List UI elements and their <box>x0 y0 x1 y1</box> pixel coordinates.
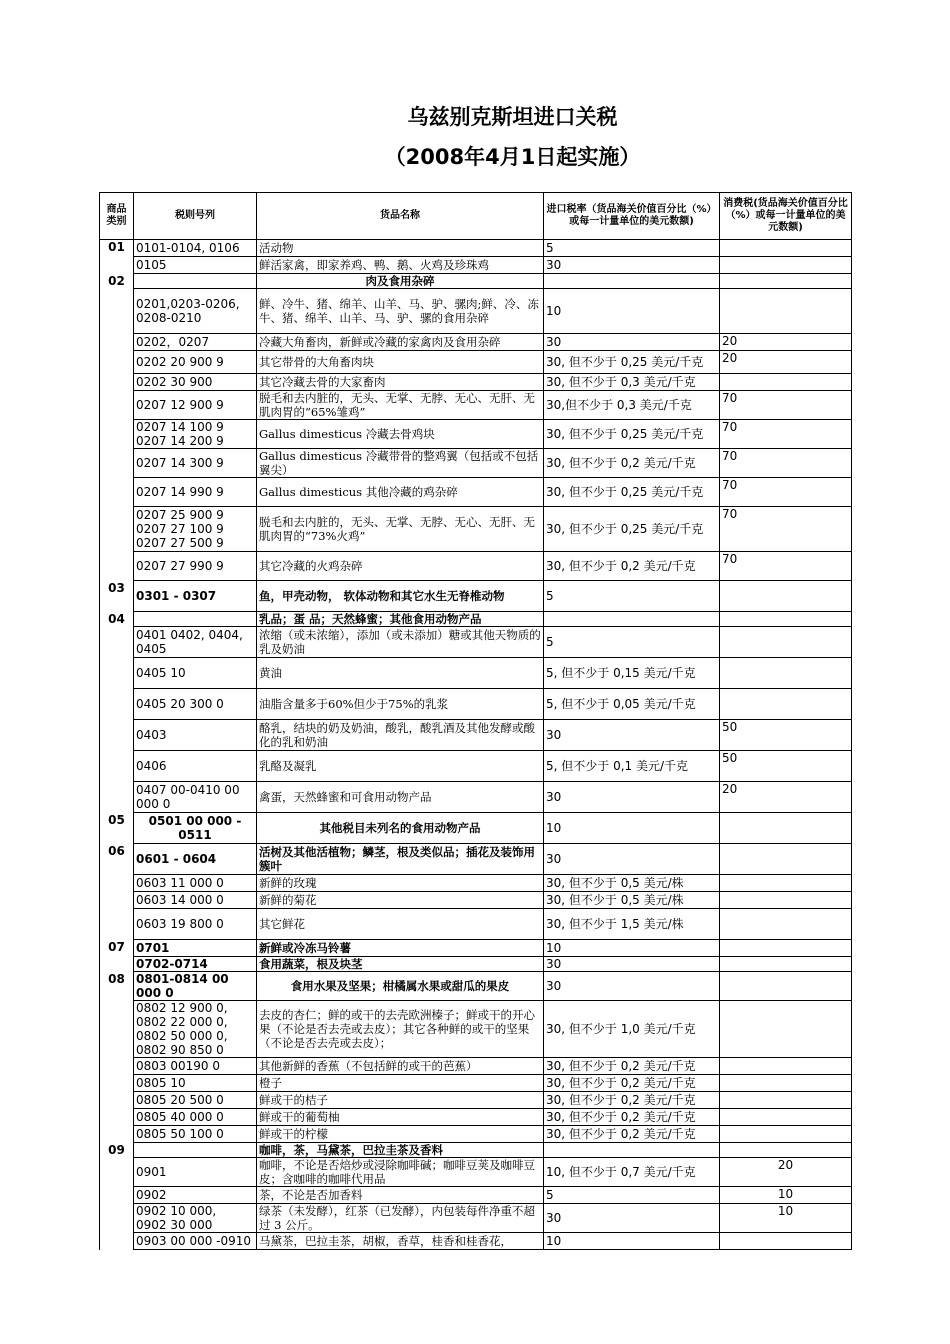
tariff-code-cell: 0406 <box>134 751 257 782</box>
category-cell: 03 <box>100 581 134 612</box>
header-category: 商品类别 <box>100 193 134 240</box>
table-row <box>100 875 852 892</box>
tariff-code-cell <box>134 274 257 289</box>
tariff-code-cell: 0603 14 000 0 <box>134 892 257 909</box>
tariff-code-cell: 0207 27 990 9 <box>134 552 257 581</box>
import-rate-cell: 30 <box>544 1204 720 1233</box>
excise-cell: 10 <box>720 1204 852 1233</box>
category-cell: 07 <box>100 940 134 957</box>
goods-name-cell: 其他税目未列名的食用动物产品 <box>257 813 544 844</box>
goods-name-cell: Gallus dimesticus 冷藏去骨鸡块 <box>257 420 544 449</box>
excise-cell: 20 <box>720 1158 852 1187</box>
table-row <box>100 581 852 612</box>
table-row <box>100 334 852 351</box>
table-row <box>100 909 852 940</box>
import-rate-cell: 10 <box>544 1233 720 1250</box>
excise-cell <box>720 813 852 844</box>
tariff-code-cell: 0202 30 900 <box>134 374 257 391</box>
category-cell <box>100 1058 134 1075</box>
import-rate-cell: 30 <box>544 720 720 751</box>
table-header-row <box>100 193 852 240</box>
category-cell <box>100 449 134 478</box>
excise-cell <box>720 1075 852 1092</box>
goods-name-cell: 冷藏大角畜肉，新鲜或冷藏的家禽肉及食用杂碎 <box>257 334 544 351</box>
import-rate-cell: 30, 但不少于 1,5 美元/株 <box>544 909 720 940</box>
table-row <box>100 391 852 420</box>
excise-cell: 70 <box>720 420 852 449</box>
excise-cell: 70 <box>720 391 852 420</box>
table-row <box>100 1126 852 1143</box>
goods-name-cell: 脱毛和去内脏的，无头、无掌、无脖、无心、无肝、无肌肉胃的“73%火鸡” <box>257 507 544 552</box>
import-rate-cell: 10, 但不少于 0,7 美元/千克 <box>544 1158 720 1187</box>
category-cell <box>100 334 134 351</box>
category-cell <box>100 892 134 909</box>
import-rate-cell: 30, 但不少于 0,2 美元/千克 <box>544 1109 720 1126</box>
excise-cell <box>720 892 852 909</box>
table-row <box>100 1143 852 1158</box>
goods-name-cell: 橙子 <box>257 1075 544 1092</box>
import-rate-cell <box>544 612 720 627</box>
goods-name-cell: 鲜活家禽，即家养鸡、鸭、鹅、火鸡及珍珠鸡 <box>257 257 544 274</box>
tariff-code-cell: 0405 10 <box>134 658 257 689</box>
import-rate-cell: 30, 但不少于 0,25 美元/千克 <box>544 420 720 449</box>
category-cell: 09 <box>100 1143 134 1158</box>
category-cell: 02 <box>100 274 134 289</box>
import-rate-cell: 30, 但不少于 0,2 美元/千克 <box>544 1058 720 1075</box>
excise-cell: 70 <box>720 449 852 478</box>
tariff-code-cell: 0207 12 900 9 <box>134 391 257 420</box>
tariff-code-cell: 0805 20 500 0 <box>134 1092 257 1109</box>
tariff-code-cell: 0301 - 0307 <box>134 581 257 612</box>
category-cell: 04 <box>100 612 134 627</box>
excise-cell <box>720 957 852 972</box>
category-cell <box>100 627 134 658</box>
category-cell <box>100 782 134 813</box>
excise-cell <box>720 1233 852 1250</box>
tariff-code-cell: 0207 14 990 9 <box>134 478 257 507</box>
table-row <box>100 1001 852 1058</box>
category-cell <box>100 478 134 507</box>
import-rate-cell: 5 <box>544 1187 720 1204</box>
import-rate-cell: 5, 但不少于 0,1 美元/千克 <box>544 751 720 782</box>
excise-cell: 20 <box>720 351 852 374</box>
table-row <box>100 1187 852 1204</box>
category-cell <box>100 552 134 581</box>
goods-name-cell: 鲜、冷牛、猪、绵羊、山羊、马、驴、骡肉;鲜、冷、冻牛、猪、绵羊、山羊、马、驴、骡的食用杂碎 <box>257 289 544 334</box>
tariff-code-cell: 0603 11 000 0 <box>134 875 257 892</box>
category-cell <box>100 689 134 720</box>
table-row <box>100 257 852 274</box>
table-row <box>100 892 852 909</box>
category-cell <box>100 351 134 374</box>
import-rate-cell: 30, 但不少于 0,3 美元/千克 <box>544 374 720 391</box>
excise-cell <box>720 1143 852 1158</box>
goods-name-cell: 油脂含量多于60%但少于75%的乳浆 <box>257 689 544 720</box>
goods-name-cell: Gallus dimesticus 冷藏带骨的整鸡翼（包括或不包括翼尖） <box>257 449 544 478</box>
table-row <box>100 813 852 844</box>
import-rate-cell: 30, 但不少于 0,2 美元/千克 <box>544 1126 720 1143</box>
excise-cell <box>720 909 852 940</box>
tariff-code-cell: 0401 0402, 0404, 0405 <box>134 627 257 658</box>
category-cell <box>100 1126 134 1143</box>
table-row <box>100 351 852 374</box>
table-row <box>100 507 852 552</box>
table-row <box>100 782 852 813</box>
goods-name-cell: 黄油 <box>257 658 544 689</box>
import-rate-cell: 5 <box>544 581 720 612</box>
goods-name-cell: 食用蔬菜，根及块茎 <box>257 957 544 972</box>
import-rate-cell: 30, 但不少于 0,5 美元/株 <box>544 892 720 909</box>
excise-cell <box>720 940 852 957</box>
import-rate-cell: 30 <box>544 972 720 1001</box>
tariff-code-cell: 0202，0207 <box>134 334 257 351</box>
excise-cell <box>720 658 852 689</box>
excise-cell: 50 <box>720 751 852 782</box>
import-rate-cell: 30, 但不少于 0,2 美元/千克 <box>544 552 720 581</box>
tariff-code-cell: 0207 14 300 9 <box>134 449 257 478</box>
tariff-code-cell: 0802 12 900 0, 0802 22 000 0, 0802 50 000 0, 0802 90 850 0 <box>134 1001 257 1058</box>
tariff-code-cell <box>134 1143 257 1158</box>
goods-name-cell: 禽蛋，天然蜂蜜和可食用动物产品 <box>257 782 544 813</box>
category-cell <box>100 658 134 689</box>
tariff-code-cell: 0902 <box>134 1187 257 1204</box>
table-row <box>100 1058 852 1075</box>
tariff-code-cell: 0207 25 900 9 0207 27 100 9 0207 27 500 9 <box>134 507 257 552</box>
excise-cell: 10 <box>720 1187 852 1204</box>
category-cell <box>100 1233 134 1250</box>
goods-name-cell: 鲜或干的柠檬 <box>257 1126 544 1143</box>
table-row <box>100 1075 852 1092</box>
tariff-code-cell: 0805 40 000 0 <box>134 1109 257 1126</box>
category-cell <box>100 875 134 892</box>
category-cell <box>100 957 134 972</box>
goods-name-cell: 茶，不论是否加香料 <box>257 1187 544 1204</box>
table-row <box>100 420 852 449</box>
excise-cell <box>720 374 852 391</box>
goods-name-cell: 鲜或干的葡萄柚 <box>257 1109 544 1126</box>
goods-name-cell: 新鲜的玫瑰 <box>257 875 544 892</box>
category-cell: 08 <box>100 972 134 1001</box>
table-row <box>100 689 852 720</box>
import-rate-cell: 5, 但不少于 0,05 美元/千克 <box>544 689 720 720</box>
tariff-code-cell: 0701 <box>134 940 257 957</box>
goods-name-cell: 活树及其他活植物；鳞茎，根及类似品；插花及装饰用簇叶 <box>257 844 544 875</box>
excise-cell <box>720 844 852 875</box>
category-cell <box>100 909 134 940</box>
table-row <box>100 552 852 581</box>
import-rate-cell: 30, 但不少于 0,2 美元/千克 <box>544 449 720 478</box>
category-cell <box>100 1075 134 1092</box>
import-rate-cell: 10 <box>544 813 720 844</box>
table-row <box>100 612 852 627</box>
import-rate-cell <box>544 274 720 289</box>
table-row <box>100 751 852 782</box>
excise-cell <box>720 972 852 1001</box>
excise-cell <box>720 1109 852 1126</box>
goods-name-cell: 浓缩（或未浓缩），添加（或未添加）糖或其他天物质的乳及奶油 <box>257 627 544 658</box>
table-row <box>100 289 852 334</box>
category-cell <box>100 1109 134 1126</box>
table-row <box>100 274 852 289</box>
page-title: 乌兹别克斯坦进口关税 <box>407 105 618 129</box>
table-row <box>100 449 852 478</box>
table-row <box>100 1158 852 1187</box>
category-cell <box>100 1158 134 1187</box>
excise-cell <box>720 627 852 658</box>
category-cell <box>100 391 134 420</box>
goods-name-cell: 乳酪及凝乳 <box>257 751 544 782</box>
header-rate: 进口税率（货品海关价值百分比（%）或每一计量单位的美元数额) <box>544 193 720 240</box>
category-cell <box>100 1001 134 1058</box>
import-rate-cell <box>544 1143 720 1158</box>
import-rate-cell: 10 <box>544 940 720 957</box>
excise-cell: 50 <box>720 720 852 751</box>
goods-name-cell: 食用水果及坚果；柑橘属水果或甜瓜的果皮 <box>257 972 544 1001</box>
table-row <box>100 1233 852 1250</box>
table-row <box>100 972 852 1001</box>
import-rate-cell: 30, 但不少于 0,5 美元/株 <box>544 875 720 892</box>
category-cell <box>100 751 134 782</box>
import-rate-cell: 30,但不少于 0,3 美元/千克 <box>544 391 720 420</box>
tariff-code-cell: 0801-0814 00 000 0 <box>134 972 257 1001</box>
category-cell <box>100 720 134 751</box>
goods-name-cell: 咖啡，不论是否焙炒或浸除咖啡碱；咖啡豆荚及咖啡豆皮；含咖啡的咖啡代用品 <box>257 1158 544 1187</box>
tariff-code-cell: 0207 14 100 9 0207 14 200 9 <box>134 420 257 449</box>
category-cell <box>100 1204 134 1233</box>
category-cell <box>100 289 134 334</box>
tariff-table <box>99 192 852 1250</box>
import-rate-cell: 30, 但不少于 1,0 美元/千克 <box>544 1001 720 1058</box>
tariff-code-cell: 0101-0104, 0106 <box>134 240 257 257</box>
table-row <box>100 844 852 875</box>
excise-cell: 70 <box>720 478 852 507</box>
import-rate-cell: 30 <box>544 334 720 351</box>
goods-name-cell: 新鲜或冷冻马铃薯 <box>257 940 544 957</box>
excise-cell <box>720 240 852 257</box>
excise-cell <box>720 1058 852 1075</box>
excise-cell <box>720 257 852 274</box>
import-rate-cell: 30, 但不少于 0,25 美元/千克 <box>544 351 720 374</box>
import-rate-cell: 30, 但不少于 0,2 美元/千克 <box>544 1092 720 1109</box>
goods-name-cell: 其它带骨的大角畜肉块 <box>257 351 544 374</box>
tariff-code-cell: 0803 00190 0 <box>134 1058 257 1075</box>
excise-cell: 70 <box>720 507 852 552</box>
tariff-code-cell: 0903 00 000 -0910 <box>134 1233 257 1250</box>
goods-name-cell: 鲜或干的桔子 <box>257 1092 544 1109</box>
tariff-code-cell: 0403 <box>134 720 257 751</box>
tariff-code-cell: 0407 00-0410 00 000 0 <box>134 782 257 813</box>
goods-name-cell: 其它鲜花 <box>257 909 544 940</box>
import-rate-cell: 10 <box>544 289 720 334</box>
import-rate-cell: 30 <box>544 782 720 813</box>
goods-name-cell: 乳品；蛋 品；天然蜂蜜；其他食用动物产品 <box>257 612 544 627</box>
goods-name-cell: 其它冷藏的火鸡杂碎 <box>257 552 544 581</box>
import-rate-cell: 30, 但不少于 0,25 美元/千克 <box>544 478 720 507</box>
excise-cell <box>720 612 852 627</box>
tariff-code-cell <box>134 612 257 627</box>
excise-cell: 20 <box>720 334 852 351</box>
excise-cell: 70 <box>720 552 852 581</box>
category-cell <box>100 374 134 391</box>
goods-name-cell: 其他新鲜的香蕉（不包括鲜的或干的芭蕉） <box>257 1058 544 1075</box>
goods-name-cell: 酪乳，结块的奶及奶油，酸乳，酸乳酒及其他发酵或酸化的乳和奶油 <box>257 720 544 751</box>
table-row <box>100 1109 852 1126</box>
header-name: 货品名称 <box>257 193 544 240</box>
tariff-code-cell: 0902 10 000, 0902 30 000 <box>134 1204 257 1233</box>
tariff-code-cell: 0901 <box>134 1158 257 1187</box>
category-cell <box>100 507 134 552</box>
goods-name-cell: 活动物 <box>257 240 544 257</box>
excise-cell <box>720 1001 852 1058</box>
excise-cell <box>720 1126 852 1143</box>
goods-name-cell: 肉及食用杂碎 <box>257 274 544 289</box>
category-cell <box>100 257 134 274</box>
excise-cell <box>720 274 852 289</box>
import-rate-cell: 5 <box>544 240 720 257</box>
goods-name-cell: 绿茶（未发酵），红茶（已发酵），内包装每件净重不超过 3 公斤。 <box>257 1204 544 1233</box>
table-row <box>100 940 852 957</box>
excise-cell <box>720 289 852 334</box>
tariff-code-cell: 0601 - 0604 <box>134 844 257 875</box>
page-subtitle: （2008年4月1日起实施） <box>384 145 641 169</box>
import-rate-cell: 30 <box>544 957 720 972</box>
category-cell <box>100 1187 134 1204</box>
import-rate-cell: 30, 但不少于 0,2 美元/千克 <box>544 1075 720 1092</box>
goods-name-cell: 去皮的杏仁；鲜的或干的去壳欧洲榛子；鲜或干的开心果（不论是否去壳或去皮）；其它各种鲜的或干的坚果（不论是否去壳或去皮）； <box>257 1001 544 1058</box>
header-excise: 消费税(货品海关价值百分比（%）或每一计量单位的美元数额) <box>720 193 852 240</box>
goods-name-cell: 脱毛和去内脏的，无头、无掌、无脖、无心、无肝、无肌肉胃的“65%雏鸡” <box>257 391 544 420</box>
import-rate-cell: 30 <box>544 844 720 875</box>
goods-name-cell: 咖啡，茶，马黛茶，巴拉圭茶及香料 <box>257 1143 544 1158</box>
goods-name-cell: 新鲜的菊花 <box>257 892 544 909</box>
tariff-code-cell: 0603 19 800 0 <box>134 909 257 940</box>
category-cell: 05 <box>100 813 134 844</box>
category-cell <box>100 420 134 449</box>
table-row <box>100 240 852 257</box>
tariff-code-cell: 0501 00 000 - 0511 <box>134 813 257 844</box>
category-cell: 01 <box>100 240 134 257</box>
goods-name-cell: Gallus dimesticus 其他冷藏的鸡杂碎 <box>257 478 544 507</box>
table-row <box>100 957 852 972</box>
goods-name-cell: 鱼，甲壳动物， 软体动物和其它水生无脊椎动物 <box>257 581 544 612</box>
goods-name-cell: 马黛茶，巴拉圭茶，胡椒，香草，桂香和桂香花， <box>257 1233 544 1250</box>
tariff-code-cell: 0805 50 100 0 <box>134 1126 257 1143</box>
category-cell <box>100 1092 134 1109</box>
table-row <box>100 374 852 391</box>
import-rate-cell: 30, 但不少于 0,25 美元/千克 <box>544 507 720 552</box>
import-rate-cell: 5, 但不少于 0,15 美元/千克 <box>544 658 720 689</box>
tariff-code-cell: 0202 20 900 9 <box>134 351 257 374</box>
import-rate-cell: 5 <box>544 627 720 658</box>
excise-cell: 20 <box>720 782 852 813</box>
category-cell: 06 <box>100 844 134 875</box>
table-row <box>100 627 852 658</box>
excise-cell <box>720 581 852 612</box>
excise-cell <box>720 689 852 720</box>
excise-cell <box>720 1092 852 1109</box>
import-rate-cell: 30 <box>544 257 720 274</box>
table-row <box>100 1204 852 1233</box>
tariff-code-cell: 0105 <box>134 257 257 274</box>
tariff-code-cell: 0805 10 <box>134 1075 257 1092</box>
excise-cell <box>720 875 852 892</box>
table-row <box>100 1092 852 1109</box>
tariff-code-cell: 0201,0203-0206, 0208-0210 <box>134 289 257 334</box>
goods-name-cell: 其它冷藏去骨的大家畜肉 <box>257 374 544 391</box>
tariff-code-cell: 0702-0714 <box>134 957 257 972</box>
header-code: 税则号列 <box>134 193 257 240</box>
table-row <box>100 720 852 751</box>
tariff-code-cell: 0405 20 300 0 <box>134 689 257 720</box>
table-row <box>100 478 852 507</box>
table-row <box>100 658 852 689</box>
